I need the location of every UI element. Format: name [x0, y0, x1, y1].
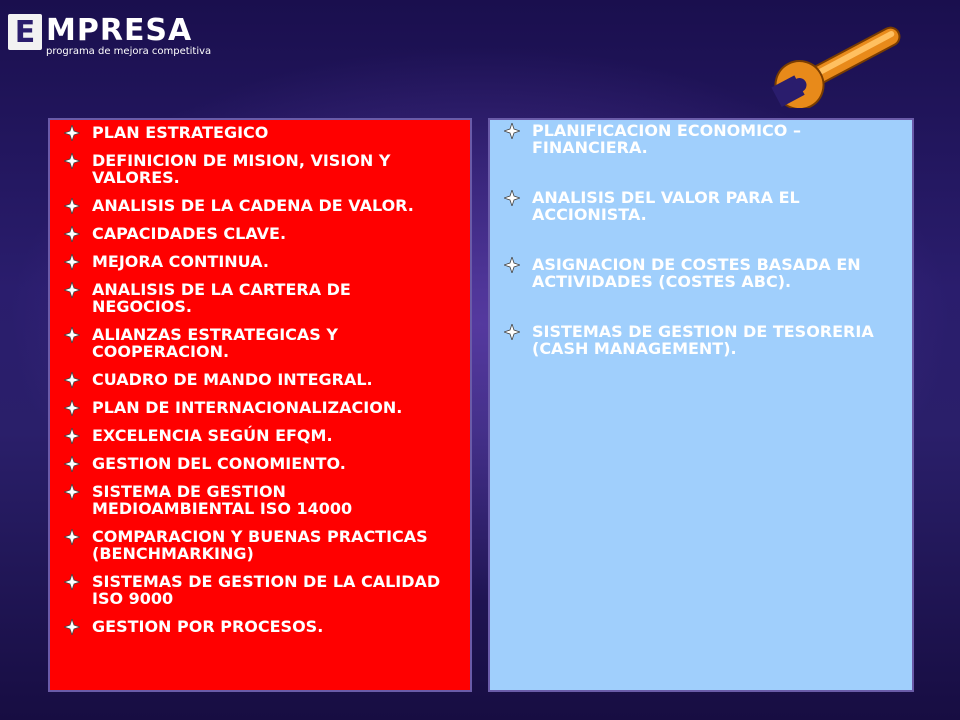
list-item [62, 528, 450, 562]
right-list [490, 120, 912, 357]
list-item-text: MEJORA CONTINUA. [92, 252, 269, 271]
wrench-icon [766, 18, 916, 108]
star-bullet-icon [62, 483, 92, 499]
star-bullet-icon [62, 399, 92, 415]
star-bullet-icon [502, 122, 532, 138]
list-item [62, 124, 450, 141]
list-item [62, 281, 450, 315]
list-item [62, 455, 450, 472]
list-item-text: PLAN DE INTERNACIONALIZACION. [92, 398, 403, 417]
list-item-text: ANALISIS DE LA CARTERA DE NEGOCIOS. [92, 280, 351, 316]
left-list [50, 120, 470, 635]
list-item [62, 326, 450, 360]
list-item [502, 323, 892, 357]
star-bullet-icon [62, 197, 92, 213]
star-bullet-icon [62, 427, 92, 443]
list-item-text: DEFINICION DE MISION, VISION Y VALORES. [92, 151, 391, 187]
star-bullet-icon [62, 455, 92, 471]
star-bullet-icon [62, 253, 92, 269]
list-item-text: GESTION DEL CONOMIENTO. [92, 454, 346, 473]
star-bullet-icon [62, 124, 92, 140]
logo-title: MPRESA [46, 13, 193, 48]
star-bullet-icon [62, 152, 92, 168]
left-panel [48, 118, 472, 692]
logo-letter-box: E [8, 14, 42, 50]
list-item-text: COMPARACION Y BUENAS PRACTICAS (BENCHMARKING) [92, 527, 428, 563]
logo-subtitle: programa de mejora competitiva [46, 46, 212, 57]
list-item-text: GESTION POR PROCESOS. [92, 617, 324, 636]
list-item [62, 253, 450, 270]
list-item [502, 189, 892, 223]
star-bullet-icon [62, 573, 92, 589]
list-item [62, 371, 450, 388]
list-item [502, 122, 892, 156]
list-item-text: ANALISIS DE LA CADENA DE VALOR. [92, 196, 414, 215]
star-bullet-icon [502, 256, 532, 272]
star-bullet-icon [62, 528, 92, 544]
star-bullet-icon [62, 225, 92, 241]
list-item [502, 256, 892, 290]
list-item [62, 573, 450, 607]
list-item-text: CAPACIDADES CLAVE. [92, 224, 287, 243]
star-bullet-icon [62, 371, 92, 387]
list-item-text: SISTEMAS DE GESTION DE TESORERIA (CASH MANAGEMENT). [532, 322, 874, 358]
list-item-text: SISTEMA DE GESTION MEDIOAMBIENTAL ISO 14000 [92, 482, 353, 518]
list-item [62, 618, 450, 635]
star-bullet-icon [502, 323, 532, 339]
list-item-text: SISTEMAS DE GESTION DE LA CALIDAD ISO 9000 [92, 572, 441, 608]
list-item-text: PLANIFICACION ECONOMICO – FINANCIERA. [532, 121, 801, 157]
list-item-text: ASIGNACION DE COSTES BASADA EN ACTIVIDADES (COSTES ABC). [532, 255, 861, 291]
list-item [62, 427, 450, 444]
list-item [62, 399, 450, 416]
list-item [62, 197, 450, 214]
list-item [62, 152, 450, 186]
star-bullet-icon [502, 189, 532, 205]
empresa-logo [8, 14, 211, 57]
star-bullet-icon [62, 281, 92, 297]
list-item-text: CUADRO DE MANDO INTEGRAL. [92, 370, 373, 389]
list-item-text: PLAN ESTRATEGICO [92, 123, 269, 142]
list-item-text: EXCELENCIA SEGÚN EFQM. [92, 426, 333, 445]
list-item-text: ALIANZAS ESTRATEGICAS Y COOPERACION. [92, 325, 338, 361]
star-bullet-icon [62, 326, 92, 342]
star-bullet-icon [62, 618, 92, 634]
right-panel [488, 118, 914, 692]
list-item-text: ANALISIS DEL VALOR PARA EL ACCIONISTA. [532, 188, 800, 224]
list-item [62, 225, 450, 242]
list-item [62, 483, 450, 517]
